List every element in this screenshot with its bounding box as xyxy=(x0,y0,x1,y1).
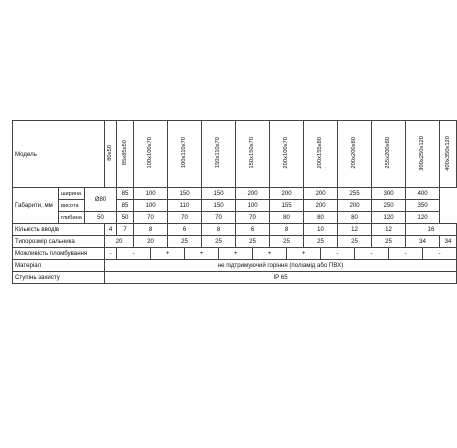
value-cell: + xyxy=(151,248,185,260)
model-cell: 200x155x80 xyxy=(304,121,338,188)
protection-label: Ступінь захисту xyxy=(13,272,105,284)
sealing-label: Можливість пломбування xyxy=(13,248,105,260)
value-cell: 25 xyxy=(168,236,202,248)
value-cell: + xyxy=(253,248,287,260)
value-cell: 80 xyxy=(304,212,338,224)
value-cell: 110 xyxy=(168,200,202,212)
value-cell: 85 xyxy=(117,200,134,212)
value-cell: 25 xyxy=(236,236,270,248)
value-cell: 6 xyxy=(236,224,270,236)
value-cell: 250 xyxy=(372,200,406,212)
model-cell: 150x110x70 xyxy=(202,121,236,188)
value-cell: 34 xyxy=(440,236,457,248)
value-cell: 150 xyxy=(168,188,202,200)
value-cell: 12 xyxy=(372,224,406,236)
value-cell: 20 xyxy=(105,236,134,248)
material-label: Матеріал xyxy=(13,260,105,272)
value-cell: 50 xyxy=(85,212,117,224)
value-cell: 34 xyxy=(406,236,440,248)
row-gland xyxy=(13,236,457,248)
value-cell: 120 xyxy=(406,212,440,224)
spec-sheet xyxy=(12,120,452,284)
depth-label: глибина xyxy=(59,212,85,224)
value-cell: 7 xyxy=(117,224,134,236)
model-cell: 255x200x80 xyxy=(372,121,406,188)
value-cell: 10 xyxy=(304,224,338,236)
model-cell: 400x350x120 xyxy=(440,121,457,188)
model-cell: 200x100x70 xyxy=(270,121,304,188)
row-sealing xyxy=(13,248,457,260)
value-cell: 100 xyxy=(134,188,168,200)
row-inputs xyxy=(13,224,457,236)
value-cell: - xyxy=(355,248,389,260)
value-cell: 150 xyxy=(202,188,236,200)
row-depth xyxy=(13,212,457,224)
value-cell: 155 xyxy=(270,200,304,212)
value-cell: 70 xyxy=(236,212,270,224)
value-cell: 8 xyxy=(270,224,304,236)
model-label: Модель xyxy=(13,121,105,188)
value-cell: 200 xyxy=(338,200,372,212)
value-cell: 350 xyxy=(406,200,440,212)
value-cell: 25 xyxy=(202,236,236,248)
model-cell: 300x250x120 xyxy=(406,121,440,188)
spec-table xyxy=(12,120,457,284)
value-cell: 25 xyxy=(304,236,338,248)
value-cell: 4 xyxy=(105,224,117,236)
value-cell: - xyxy=(389,248,423,260)
round-model-cell: Ø80 xyxy=(85,188,117,212)
value-cell: - xyxy=(321,248,355,260)
value-cell: + xyxy=(185,248,219,260)
value-cell: 200 xyxy=(304,188,338,200)
material-value: не підтримуючий горіння (поліамід або ПВХ) xyxy=(105,260,457,272)
gland-label: Типорозмір сальника xyxy=(13,236,105,248)
value-cell: 200 xyxy=(270,188,304,200)
value-cell: + xyxy=(219,248,253,260)
value-cell: 8 xyxy=(134,224,168,236)
value-cell: 70 xyxy=(168,212,202,224)
value-cell: 85 xyxy=(117,188,134,200)
row-protection xyxy=(13,272,457,284)
value-cell: 70 xyxy=(134,212,168,224)
value-cell: 16 xyxy=(406,224,457,236)
model-cell: 85x85x50 xyxy=(117,121,134,188)
row-material xyxy=(13,260,457,272)
value-cell: 300 xyxy=(372,188,406,200)
value-cell: - xyxy=(105,248,117,260)
row-height xyxy=(13,200,457,212)
width-label: ширина xyxy=(59,188,85,200)
value-cell: - xyxy=(423,248,457,260)
inputs-label: Кількість вводів xyxy=(13,224,105,236)
value-cell: 100 xyxy=(236,200,270,212)
value-cell: 8 xyxy=(202,224,236,236)
value-cell: - xyxy=(117,248,151,260)
model-cell: 80x50 xyxy=(105,121,117,188)
value-cell: 20 xyxy=(134,236,168,248)
dimensions-label: Габарити, мм xyxy=(13,188,59,224)
value-cell: 100 xyxy=(134,200,168,212)
value-cell: 120 xyxy=(372,212,406,224)
model-cell: 150x150x70 xyxy=(236,121,270,188)
value-cell: 6 xyxy=(168,224,202,236)
value-cell: 255 xyxy=(338,188,372,200)
value-cell: 200 xyxy=(236,188,270,200)
protection-value: IP 65 xyxy=(105,272,457,284)
value-cell: 150 xyxy=(202,200,236,212)
value-cell: 25 xyxy=(338,236,372,248)
value-cell: 80 xyxy=(338,212,372,224)
model-cell: 100x110x70 xyxy=(168,121,202,188)
row-model xyxy=(13,121,457,188)
model-cell: 200x200x80 xyxy=(338,121,372,188)
value-cell: 25 xyxy=(270,236,304,248)
value-cell: 400 xyxy=(406,188,440,200)
value-cell: 25 xyxy=(372,236,406,248)
model-cell: 100x100x70 xyxy=(134,121,168,188)
value-cell: 80 xyxy=(270,212,304,224)
value-cell: + xyxy=(287,248,321,260)
value-cell: 50 xyxy=(117,212,134,224)
value-cell: 200 xyxy=(304,200,338,212)
value-cell: 12 xyxy=(338,224,372,236)
height-label: висота xyxy=(59,200,85,212)
row-width xyxy=(13,188,457,200)
value-cell: 70 xyxy=(202,212,236,224)
